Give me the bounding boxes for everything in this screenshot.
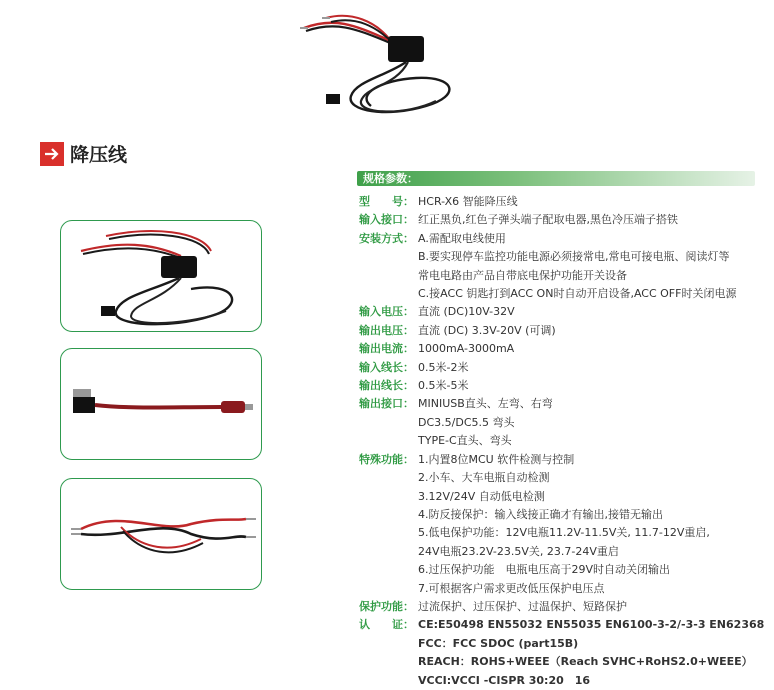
- product-card-fuse-tap: [60, 348, 262, 460]
- spec-value: [418, 598, 769, 616]
- spec-value-line: 直流 (DC)10V-32V: [418, 305, 515, 319]
- spec-value-line: B.要实现停车监控功能电源必须接常电,常电可接电瓶、阅读灯等: [418, 250, 730, 264]
- spec-value: [418, 211, 769, 229]
- spec-value-line: 0.5米-5米: [418, 379, 469, 393]
- cert-line: CE:E50498 EN55032 EN55035 EN6100-3-2/-3-3 EN62368: [418, 618, 765, 632]
- spec-label: 安装方式：: [359, 231, 414, 245]
- spec-value-line: TYPE-C直头、弯头: [418, 434, 512, 448]
- spec-row: [359, 359, 769, 377]
- cert-row: [359, 616, 769, 690]
- spec-value: [418, 451, 769, 598]
- spec-row: [359, 230, 769, 304]
- spec-value-line: HCR-X6 智能降压线: [418, 195, 518, 208]
- spec-value-line: 1.内置8位MCU 软件检测与控制: [418, 452, 575, 466]
- fuse-tap-cable-image: [61, 349, 262, 460]
- spec-value: [418, 340, 769, 358]
- spec-value-line: 1000mA-3000mA: [418, 342, 515, 356]
- spec-row: [359, 395, 769, 450]
- spec-label: 输出电流：: [359, 342, 414, 356]
- spec-value-line: 红正黑负,红色子弹头端子配取电器,黑色冷压端子搭铁: [418, 213, 678, 227]
- cert-line: FCC：FCC SDOC (part15B): [418, 636, 579, 650]
- spec-label: 型 号：: [359, 195, 414, 208]
- spec-label: 特殊功能：: [359, 452, 414, 466]
- cert-line: REACH：ROHS+WEEE（Reach SVHC+RoHS2.0+WEEE）: [418, 655, 753, 669]
- spec-row: [359, 451, 769, 598]
- spec-label: 保护功能：: [359, 599, 414, 613]
- cable-assembly-image: [61, 221, 262, 332]
- spec-value: [418, 377, 769, 395]
- spec-label: 输出接口：: [359, 397, 414, 411]
- section-title: 降压线: [70, 144, 128, 166]
- spec-value-line: 2.小车、大车电瓶自动检测: [418, 471, 550, 485]
- spec-value-line: 直流 (DC) 3.3V-20V (可调): [418, 323, 556, 337]
- spec-value-line: DC3.5/DC5.5 弯头: [418, 415, 515, 429]
- spec-value-line: A.需配取电线使用: [418, 231, 506, 245]
- spec-label: 输入电压：: [359, 305, 414, 319]
- spec-value-line: 过流保护、过压保护、过温保护、短路保护: [418, 599, 627, 613]
- product-card-cable-assembly: [60, 220, 262, 332]
- spec-header-label: 规格参数：: [363, 172, 418, 185]
- cert-label: 认 证：: [359, 618, 414, 632]
- spec-list: [359, 193, 769, 690]
- spec-value-line: C.接ACC 钥匙打到ACC ON时自动开启设备,ACC OFF时关闭电源: [418, 287, 737, 301]
- spec-value: [418, 230, 769, 304]
- spec-value-line: MINIUSB直头、左弯、右弯: [418, 397, 553, 411]
- spec-value-line: 5.低电保护功能：12V电瓶11.2V-11.5V关, 11.7-12V重启,: [418, 526, 710, 540]
- arrow-right-icon: [40, 142, 64, 166]
- cert-value: [418, 616, 769, 690]
- spec-value: [418, 322, 769, 340]
- spec-value: [418, 193, 769, 211]
- spec-value-line: 24V电瓶23.2V-23.5V关, 23.7-24V重启: [418, 544, 619, 558]
- spec-label: 输出电压：: [359, 323, 414, 337]
- section-heading: [40, 140, 127, 167]
- spec-header-bar: [357, 171, 755, 186]
- spec-row: [359, 303, 769, 321]
- spec-row: [359, 322, 769, 340]
- spec-value: [418, 359, 769, 377]
- spec-value-line: 3.12V/24V 自动低电检测: [418, 489, 545, 503]
- spec-row: [359, 193, 769, 211]
- power-leads-image: [61, 479, 262, 590]
- spec-value-line: 4.防反接保护：输入线接正确才有输出,接错无输出: [418, 507, 663, 521]
- cert-line: VCCI:VCCI -CISPR 30:20 16: [418, 673, 591, 687]
- spec-value: [418, 395, 769, 450]
- spec-row: [359, 598, 769, 616]
- product-card-power-leads: [60, 478, 262, 590]
- spec-row: [359, 377, 769, 395]
- spec-value-line: 6.过压保护功能 电瓶电压高于29V时自动关闭输出: [418, 563, 671, 577]
- spec-label: 输入线长：: [359, 360, 414, 374]
- spec-row: [359, 211, 769, 229]
- spec-row: [359, 340, 769, 358]
- spec-value-line: 常电电路由产品自带底电保护功能开关设备: [418, 268, 627, 282]
- spec-value-line: 0.5米-2米: [418, 360, 469, 374]
- spec-label: 输入接口：: [359, 213, 414, 227]
- spec-value-line: 7.可根据客户需求更改低压保护电压点: [418, 581, 605, 595]
- hero-product-image: [296, 6, 466, 121]
- spec-label: 输出线长：: [359, 379, 414, 393]
- spec-value: [418, 303, 769, 321]
